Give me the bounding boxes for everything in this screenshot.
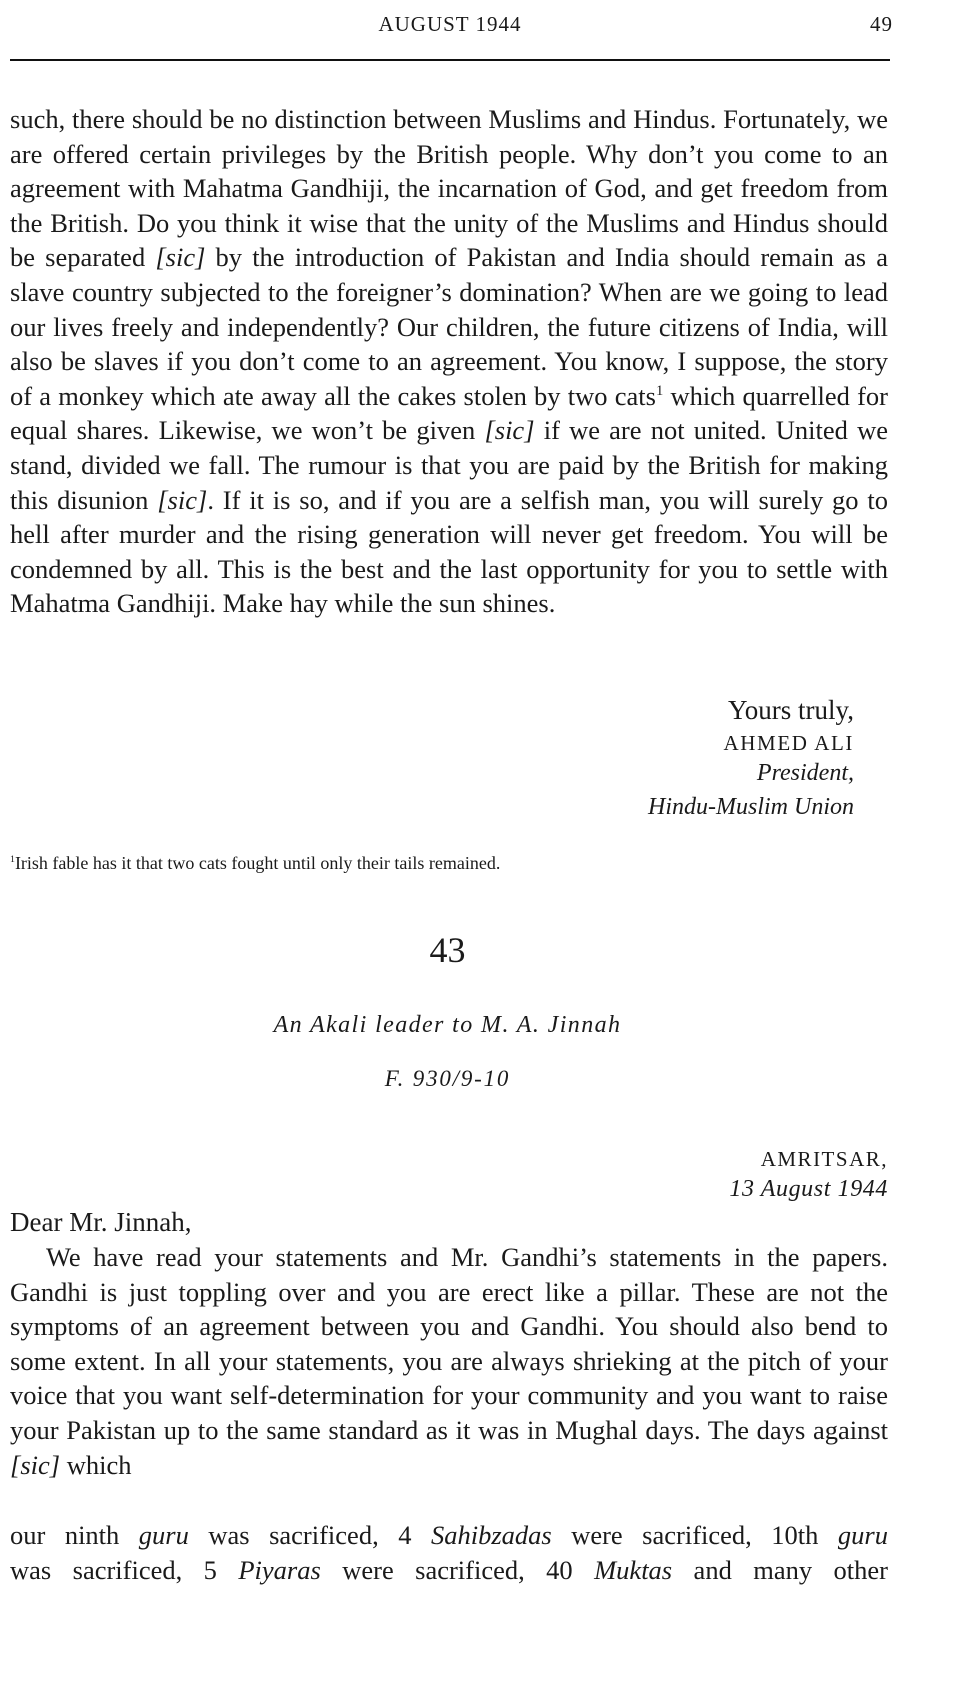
letter-body-text [10,102,888,621]
letter-body-continuation [10,1518,888,1587]
body-text-segment: which quarrelled for equal shares. Likewise, we won’t be given [10,380,889,446]
body-text-segment: were sacrificed, 40 [320,1554,595,1585]
body-text-segment: which [60,1449,132,1480]
sic-note: [sic] [157,484,208,515]
body-text-segment: if we are not united. United we stand, divided we fall. The rumour is that you are paid by the British for making this disunion [10,415,888,515]
text-line [10,1518,888,1553]
footnote-reference: 1 [655,382,664,399]
italic-term: guru [837,1520,888,1550]
body-text-segment: . If it is so, and if you are a selfish man, you will surely go to hell after murder and the rising generation will never get freedom. You will be condemned by all. This is the best and the last opportunity for you to settle with Mahatma Gandhiji. Make hay while the sun shines. [10,484,888,619]
text-line [10,1553,888,1588]
footnote-text: Irish fable has it that two cats fought until only their tails remained. [14,853,501,873]
running-title: AUGUST 1944 [378,12,522,36]
body-text-segment: such, there should be no distinction between Muslims and Hindus. Fortunately, we are offered certain privileges by the British people. Why don’t you come to an agreement with Mahatma Gandhiji, the incarnation of God, and get freedom from the British. Do you think it wise that the unity of the Muslims and Hindus should be separated [10,104,888,273]
italic-term: guru [138,1520,189,1550]
signatory-name: AHMED ALI [723,731,854,755]
body-text-segment: by the introduction of Pakistan and India should remain as a slave country subjected to the foreigner’s domination? When are we going to lead our lives freely and independently? Our children, the future citizens of India, will also be slaves if you don’t come to an agreement. You know, I suppose, the story of a monkey which ate away all the cakes stolen by two cats [10,242,888,411]
letter-body-paragraph [10,102,888,621]
signatory-title: President, [756,760,854,786]
file-reference: F. 930/9-10 [384,1066,511,1091]
page-number: 49 [870,12,893,36]
document-heading: An Akali leader to M. A. Jinnah [273,1012,622,1038]
running-header [10,10,893,40]
letter-body-paragraph [10,1240,888,1482]
signatory-organization: Hindu-Muslim Union [648,794,854,820]
letter-date: 13 August 1944 [729,1176,888,1202]
header-rule [10,59,890,61]
sic-note: [sic] [155,242,206,273]
footnote-marker: 1 [10,854,15,865]
footnote [10,851,500,875]
body-text-segment: were sacrificed, 10th [551,1520,838,1550]
letter-body-text [10,1240,888,1482]
salutation: Dear Mr. Jinnah, [10,1207,192,1237]
sic-note: [sic] [484,415,535,446]
body-text-segment: our ninth [10,1520,139,1550]
italic-term: Sahibzadas [430,1520,552,1550]
body-text-segment: We have read your statements and Mr. Gandhi’s statements in the papers. Gandhi is just toppling over and you are erect like a pillar. These are not the symptoms of an agreement between you and Gandhi. You should also bend to some extent. In all your statements, you are always shrieking at the pitch of your voice that you want self-determination for your community and you want to raise your Pakistan up to the same standard as it was in Mughal days. The days against [10,1242,888,1445]
body-text-segment: was sacrificed, 4 [188,1520,431,1550]
sic-note: [sic] [10,1449,61,1480]
letter-place: AMRITSAR, [760,1147,888,1171]
body-text-segment: and many other [672,1554,888,1585]
document-number: 43 [429,930,466,970]
letter-closing: Yours truly, [727,695,854,725]
italic-term: Muktas [594,1554,673,1585]
italic-term: Piyaras [238,1554,321,1585]
body-text-segment: was sacrificed, 5 [10,1554,239,1585]
